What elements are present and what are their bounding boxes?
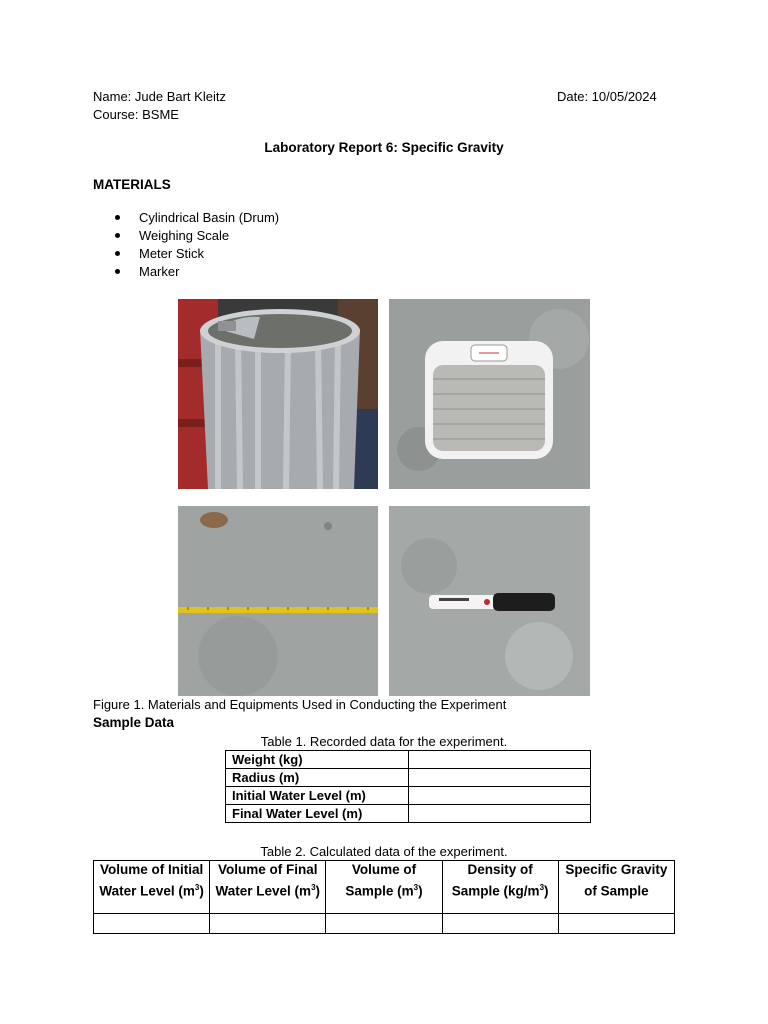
list-item-label: Weighing Scale	[139, 228, 230, 243]
header-text: Volume of Sample (m	[345, 862, 417, 899]
calculated-data-table	[93, 860, 675, 934]
sample-data-heading: Sample Data	[93, 715, 175, 730]
table-cell	[442, 914, 558, 934]
table-cell-value	[409, 787, 591, 805]
bullet-icon	[115, 251, 120, 256]
header-tail: )	[199, 883, 204, 899]
materials-heading: MATERIALS	[93, 177, 171, 192]
table-cell-value	[409, 769, 591, 787]
bullet-icon	[115, 233, 120, 238]
recorded-data-table	[225, 750, 591, 823]
drum-photo	[178, 299, 378, 489]
table-header-row	[94, 861, 675, 914]
table-row	[94, 914, 675, 934]
header-text: Volume of Initial Water Level (m	[99, 862, 204, 899]
column-header	[94, 861, 210, 914]
header-tail: )	[544, 883, 549, 899]
table-cell	[326, 914, 442, 934]
list-item-label: Meter Stick	[139, 246, 205, 261]
table-cell	[210, 914, 326, 934]
table-row	[226, 787, 591, 805]
table-cell-label: Final Water Level (m)	[226, 805, 409, 823]
bullet-icon	[115, 215, 120, 220]
column-header	[210, 861, 326, 914]
table2-caption: Table 2. Calculated data of the experiment.	[260, 844, 508, 859]
table-cell-label: Initial Water Level (m)	[226, 787, 409, 805]
list-item	[115, 263, 279, 281]
materials-list	[115, 209, 279, 281]
table-cell	[94, 914, 210, 934]
student-name: Name: Jude Bart Kleitz	[93, 89, 226, 104]
header-superscript: 3	[413, 883, 419, 892]
table1-caption: Table 1. Recorded data for the experiment.	[260, 734, 508, 749]
table-cell-value	[409, 751, 591, 769]
table-row	[226, 769, 591, 787]
header-superscript: 3	[311, 883, 316, 892]
column-header	[558, 861, 674, 914]
header-tail: )	[315, 883, 321, 899]
list-item-label: Marker	[139, 264, 180, 279]
table-cell-label: Weight (kg)	[226, 751, 409, 769]
list-item	[115, 245, 279, 263]
report-date: Date: 10/05/2024	[557, 89, 657, 104]
header-superscript: 3	[194, 883, 200, 892]
column-header	[442, 861, 558, 914]
table-row	[226, 805, 591, 823]
list-item-label: Cylindrical Basin (Drum)	[139, 210, 280, 225]
header-text: Specific Gravity of Sample	[565, 862, 668, 899]
column-header	[326, 861, 442, 914]
figure-caption: Figure 1. Materials and Equipments Used in Conducting the Experiment	[93, 697, 507, 712]
marker-photo	[389, 506, 590, 696]
meter-stick-photo	[178, 506, 378, 696]
bullet-icon	[115, 269, 120, 274]
list-item	[115, 209, 279, 227]
header-text: Volume of Final Water Level (m	[215, 862, 318, 899]
course: Course: BSME	[93, 107, 179, 122]
table-cell	[558, 914, 674, 934]
table-cell-label: Radius (m)	[226, 769, 409, 787]
header-tail: )	[418, 883, 423, 899]
table-cell-value	[409, 805, 591, 823]
header-text: Density of Sample (kg/m	[451, 862, 540, 899]
scale-photo	[389, 299, 590, 489]
list-item	[115, 227, 279, 245]
header-superscript: 3	[539, 883, 545, 892]
table-row	[226, 751, 591, 769]
report-title: Laboratory Report 6: Specific Gravity	[264, 140, 504, 155]
